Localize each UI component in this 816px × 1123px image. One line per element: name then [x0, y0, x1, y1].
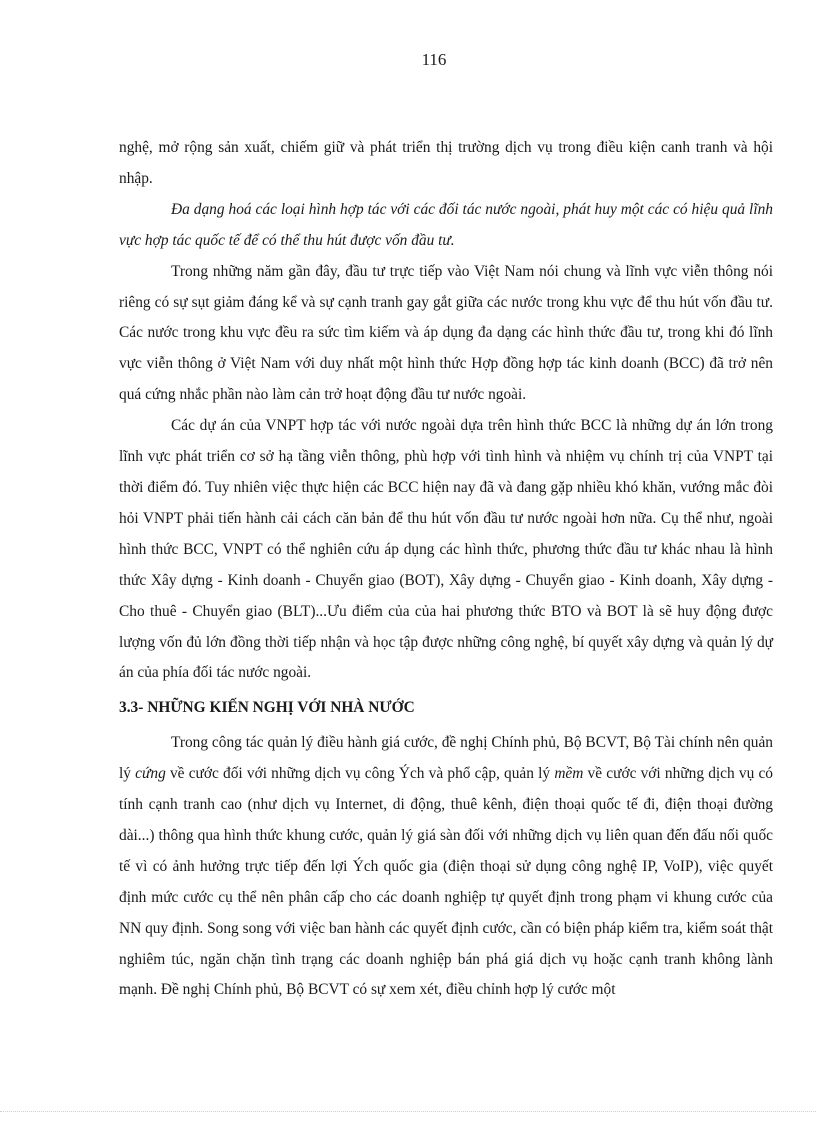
paragraph-pricing-recommendations — [119, 728, 773, 1006]
pricing-text-part1: Trong công tác quản lý điều hành giá cước, đề nghị Chính phủ, Bộ BCVT, Bộ Tài chính nên quản lý — [119, 734, 773, 783]
pricing-text-part2: về cước đối với những dịch vụ công Ých và phổ cập, quản lý — [165, 765, 555, 783]
section-heading: 3.3- NHỮNG KIẾN NGHỊ VỚI NHÀ NƯỚC — [119, 699, 415, 717]
pricing-text-part3: về cước với những dịch vụ có tính cạnh tranh cao (như dịch vụ Internet, di động, thuê kênh, điện thoại quốc tế đi, điện thoại đường dài...) thông qua hình thức khung cước, quản lý giá sàn đối với những dịch vụ liên quan đến đấu nối quốc tế vì có ảnh hưởng trực tiếp đến lợi Ých quốc gia (điện thoại sử dụng công nghệ IP, VoIP), việc quyết định mức cước cụ thể nên phân cấp cho các doanh nghiệp tự quyết định trong phạm vi khung cước của NN quy định. Song song với việc ban hành các quyết định cước, cần có biện pháp kiểm tra, kiểm soát thật nghiêm túc, ngăn chặn tình trạng các doanh nghiệp bán phá giá dịch vụ hoặc cạnh tranh không lành mạnh. Đề nghị Chính phủ, Bộ BCVT có sự xem xét, điều chỉnh hợp lý cước một — [119, 765, 773, 999]
paragraph-vnpt-projects: Các dự án của VNPT hợp tác với nước ngoài dựa trên hình thức BCC là những dự án lớn trong lĩnh vực phát triển cơ sở hạ tầng viễn thông, phù hợp với tình hình và nhiệm vụ chính trị của VNPT tại thời điểm đó. Tuy nhiên việc thực hiện các BCC hiện nay đã và đang gặp nhiều khó khăn, vướng mắc đòi hỏi VNPT phải tiến hành cải cách căn bản để thu hút vốn đầu tư nước ngoài hơn nữa. Cụ thể như, ngoài hình thức BCC, VNPT có thể nghiên cứu áp dụng các hình thức, phương thức đầu tư khác nhau là hình thức Xây dựng - Kinh doanh - Chuyển giao (BOT), Xây dựng - Chuyển giao - Kinh doanh, Xây dựng - Cho thuê - Chuyển giao (BLT)...Ưu điểm của của hai phương thức BTO và BOT là sẽ huy động được lượng vốn đủ lớn đồng thời tiếp nhận và học tập được những công nghệ, bí quyết xây dựng và quản lý dự án của phía đối tác nước ngoài. — [119, 417, 773, 682]
paragraph-investment-trend: Trong những năm gần đây, đầu tư trực tiếp vào Việt Nam nói chung và lĩnh vực viễn thông nói riêng có sự sụt giảm đáng kể và sự cạnh tranh gay gắt giữa các nước trong khu vực để thu hút vốn đầu tư. Các nước trong khu vực đều ra sức tìm kiếm và áp dụng đa dạng các hình thức đầu tư, trong khi đó lĩnh vực viễn thông ở Việt Nam với duy nhất một hình thức Hợp đồng hợp tác kinh doanh (BCC) đã trở nên quá cứng nhắc phần nào làm cản trở hoạt động đầu tư nước ngoài. — [119, 262, 773, 404]
pricing-italic-soft: mềm — [554, 765, 584, 783]
page-content — [119, 133, 773, 1006]
paragraph-continuation: nghệ, mở rộng sản xuất, chiếm giữ và phát triển thị trường dịch vụ trong điều kiện canh tranh và hội nhập. — [119, 139, 773, 187]
paragraph-italic-statement: Đa dạng hoá các loại hình hợp tác với các đối tác nước ngoài, phát huy một các có hiệu quả lĩnh vực hợp tác quốc tế để có thể thu hút được vốn đầu tư. — [119, 200, 773, 249]
page-number: 116 — [421, 50, 447, 69]
bottom-dotted-rule — [0, 1111, 816, 1112]
pricing-italic-hard: cứng — [135, 765, 166, 783]
